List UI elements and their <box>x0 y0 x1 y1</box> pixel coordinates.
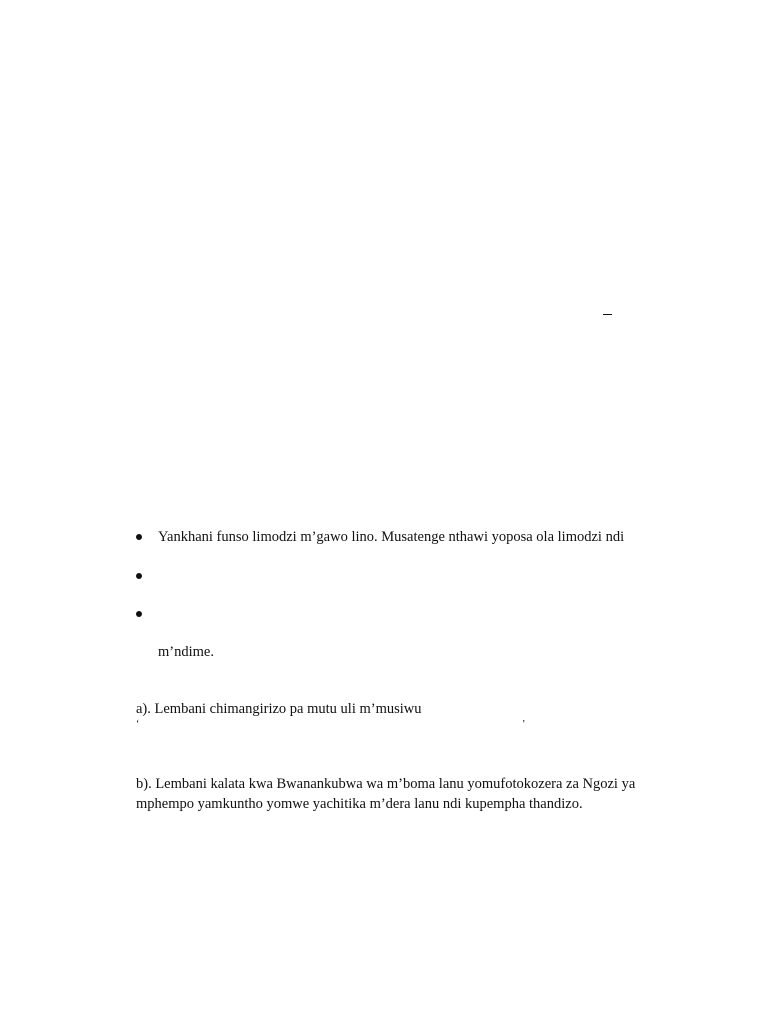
question-b-line-2: mphempo yamkuntho yomwe yachitika m’dera lanu ndi kupempha thandizo. <box>136 796 583 812</box>
bullet-icon <box>136 534 142 540</box>
list-continuation-text: m’ndime. <box>158 644 214 660</box>
question-a-text: a). Lembani chimangirizo pa mutu uli m’musiwu <box>136 701 422 717</box>
bullet-icon <box>136 611 142 617</box>
close-quote-mark: ’ <box>522 719 526 730</box>
list-item-text: Yankhani funso limodzi m’gawo lino. Musatenge nthawi yoposa ola limodzi ndi <box>158 529 625 545</box>
bullet-icon <box>136 573 142 579</box>
question-b-line-1: b). Lembani kalata kwa Bwanankubwa wa m’boma lanu yomufotokozera za Ngozi ya <box>136 776 636 792</box>
open-quote-mark: ‘ <box>136 719 140 730</box>
stray-dash-mark <box>603 314 612 315</box>
